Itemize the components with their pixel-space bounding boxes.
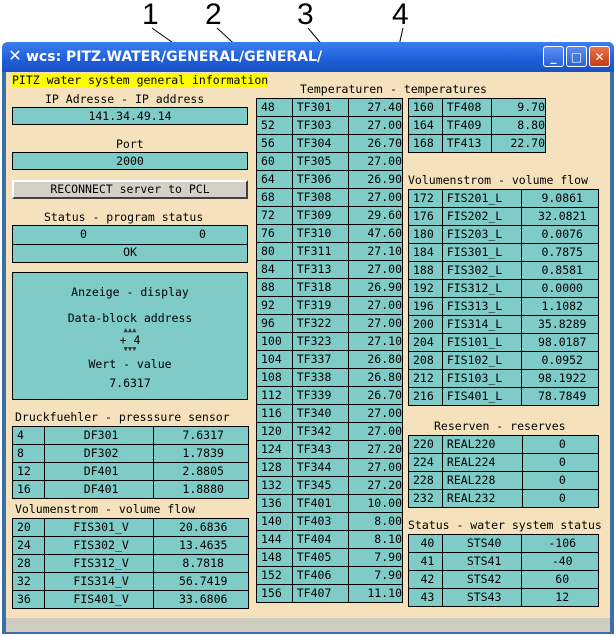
- table-row: 41 STS41 -40: [409, 553, 599, 571]
- port-field[interactable]: 2000: [12, 152, 248, 170]
- flow-left-title: Volumenstrom - volume flow: [15, 502, 196, 516]
- pressure-table: [12, 426, 249, 499]
- x11-icon: ✕: [8, 46, 22, 65]
- table-row: 220 REAL220 0: [409, 436, 599, 454]
- table-row: 216 FIS401_L 78.7849: [409, 388, 599, 406]
- panel-title: PITZ water system general information: [12, 73, 269, 87]
- table-row: 68 TF308 27.00: [257, 189, 403, 207]
- block-address-value[interactable]: + 4: [119, 333, 141, 347]
- table-row: 132 TF345 27.20: [257, 477, 403, 495]
- reserves-title: Reserven - reserves: [434, 419, 566, 433]
- table-row: 228 REAL228 0: [409, 472, 599, 490]
- table-row: 116 TF340 27.00: [257, 405, 403, 423]
- flow-right-table: [408, 189, 599, 406]
- table-row: 152 TF406 7.90: [257, 567, 403, 585]
- table-row: 196 FIS313_L 1.1082: [409, 298, 599, 316]
- callout-4: 4: [392, 0, 409, 31]
- table-row: 156 TF407 11.10: [257, 585, 403, 603]
- value-label: Wert - value: [88, 357, 172, 371]
- table-row: 104 TF337 26.80: [257, 351, 403, 369]
- table-row: 124 TF343 27.20: [257, 441, 403, 459]
- table-row: 120 TF342 27.00: [257, 423, 403, 441]
- table-row: 43 STS43 12: [409, 589, 599, 607]
- app-window: [2, 42, 614, 634]
- table-row: 148 TF405 7.90: [257, 549, 403, 567]
- table-row: 64 TF306 26.90: [257, 171, 403, 189]
- close-icon: ✕: [594, 50, 605, 64]
- table-row: 176 FIS202_L 32.0821: [409, 208, 599, 226]
- table-row: 16 DF401 1.8880: [13, 481, 249, 499]
- ip-field[interactable]: 141.34.49.14: [12, 107, 248, 125]
- port-label: Port: [116, 137, 144, 151]
- flow-left-table: [12, 518, 249, 609]
- table-row: 136 TF401 10.00: [257, 495, 403, 513]
- block-address-label: Data-block address: [67, 311, 193, 325]
- table-row: 72 TF309 29.60: [257, 207, 403, 225]
- flow-right-title: Volumenstrom - volume flow: [408, 173, 589, 187]
- table-row: 60 TF305 27.00: [257, 153, 403, 171]
- table-row: 100 TF323 27.10: [257, 333, 403, 351]
- table-row: 180 FIS203_L 0.0076: [409, 226, 599, 244]
- display-value: 7.6317: [109, 376, 151, 390]
- table-row: 76 TF310 47.60: [257, 225, 403, 243]
- table-row: 48 TF301 27.40: [257, 99, 403, 117]
- table-row: 144 TF404 8.10: [257, 531, 403, 549]
- status-text: OK: [123, 245, 137, 259]
- table-row: 160 TF408 9.70: [409, 99, 546, 117]
- client-area: [6, 72, 610, 618]
- callout-2: 2: [205, 0, 222, 31]
- temperature-table: [256, 98, 403, 603]
- status-box: [12, 225, 248, 263]
- table-row: 204 FIS101_L 98.0187: [409, 334, 599, 352]
- table-row: 192 FIS312_L 0.0000: [409, 280, 599, 298]
- table-row: 12 DF401 2.8805: [13, 463, 249, 481]
- table-row: 208 FIS102_L 0.0952: [409, 352, 599, 370]
- minimize-icon: _: [550, 50, 557, 64]
- table-row: 92 TF319 27.00: [257, 297, 403, 315]
- status-value-b: 0: [199, 227, 206, 241]
- temperature-table-2: [408, 98, 546, 153]
- table-row: 212 FIS103_L 98.1922: [409, 370, 599, 388]
- table-row: 84 TF313 27.00: [257, 261, 403, 279]
- maximize-button[interactable]: [566, 46, 587, 67]
- maximize-icon: □: [570, 50, 583, 64]
- callout-3: 3: [297, 0, 314, 31]
- table-row: 164 TF409 8.80: [409, 117, 546, 135]
- status-values-row: [13, 226, 247, 245]
- table-row: 172 FIS201_L 9.0861: [409, 190, 599, 208]
- water-status-title: Status - water system status: [408, 518, 602, 532]
- table-row: 128 TF344 27.00: [257, 459, 403, 477]
- table-row: 200 FIS314_L 35.8289: [409, 316, 599, 334]
- ip-label: IP Adresse - IP address: [45, 92, 205, 106]
- table-row: 40 STS40 -106: [409, 535, 599, 553]
- table-row: 168 TF413 22.70: [409, 135, 546, 153]
- table-row: 56 TF304 26.70: [257, 135, 403, 153]
- table-row: 184 FIS301_L 0.7875: [409, 244, 599, 262]
- reserves-table: [408, 435, 599, 508]
- table-row: 4 DF301 7.6317: [13, 427, 249, 445]
- status-bar: [6, 618, 610, 632]
- table-row: 28 FIS312_V 8.7818: [13, 555, 249, 573]
- table-row: 88 TF318 26.90: [257, 279, 403, 297]
- table-row: 80 TF311 27.10: [257, 243, 403, 261]
- increment-icon[interactable]: ▲▲▲: [123, 326, 137, 334]
- table-row: 32 FIS314_V 56.7419: [13, 573, 249, 591]
- minimize-button[interactable]: [543, 46, 564, 67]
- table-row: 224 REAL224 0: [409, 454, 599, 472]
- table-row: 8 DF302 1.7839: [13, 445, 249, 463]
- table-row: 20 FIS301_V 20.6836: [13, 519, 249, 537]
- table-row: 140 TF403 8.00: [257, 513, 403, 531]
- title-bar[interactable]: [2, 42, 614, 72]
- status-label: Status - program status: [44, 210, 204, 224]
- reconnect-button[interactable]: RECONNECT server to PCL: [12, 180, 248, 199]
- table-row: 112 TF339 26.70: [257, 387, 403, 405]
- table-row: 36 FIS401_V 33.6806: [13, 591, 249, 609]
- table-row: 96 TF322 27.00: [257, 315, 403, 333]
- water-status-table: [408, 534, 599, 607]
- table-row: 232 REAL232 0: [409, 490, 599, 508]
- pressure-title: Druckfuehler - presssure sensor: [15, 410, 230, 424]
- decrement-icon[interactable]: ▼▼▼: [123, 345, 137, 353]
- window-title: wcs: PITZ.WATER/GENERAL/GENERAL/: [26, 49, 323, 65]
- table-row: 24 FIS302_V 13.4635: [13, 537, 249, 555]
- callout-1: 1: [142, 0, 159, 31]
- table-row: 52 TF303 27.00: [257, 117, 403, 135]
- close-button[interactable]: [589, 46, 610, 67]
- table-row: 108 TF338 26.80: [257, 369, 403, 387]
- table-row: 188 FIS302_L 0.8581: [409, 262, 599, 280]
- temperatures-title: Temperaturen - temperatures: [300, 82, 487, 96]
- display-title: Anzeige - display: [71, 285, 189, 299]
- table-row: 42 STS42 60: [409, 571, 599, 589]
- display-box: [12, 272, 248, 400]
- status-value-a: 0: [80, 227, 87, 241]
